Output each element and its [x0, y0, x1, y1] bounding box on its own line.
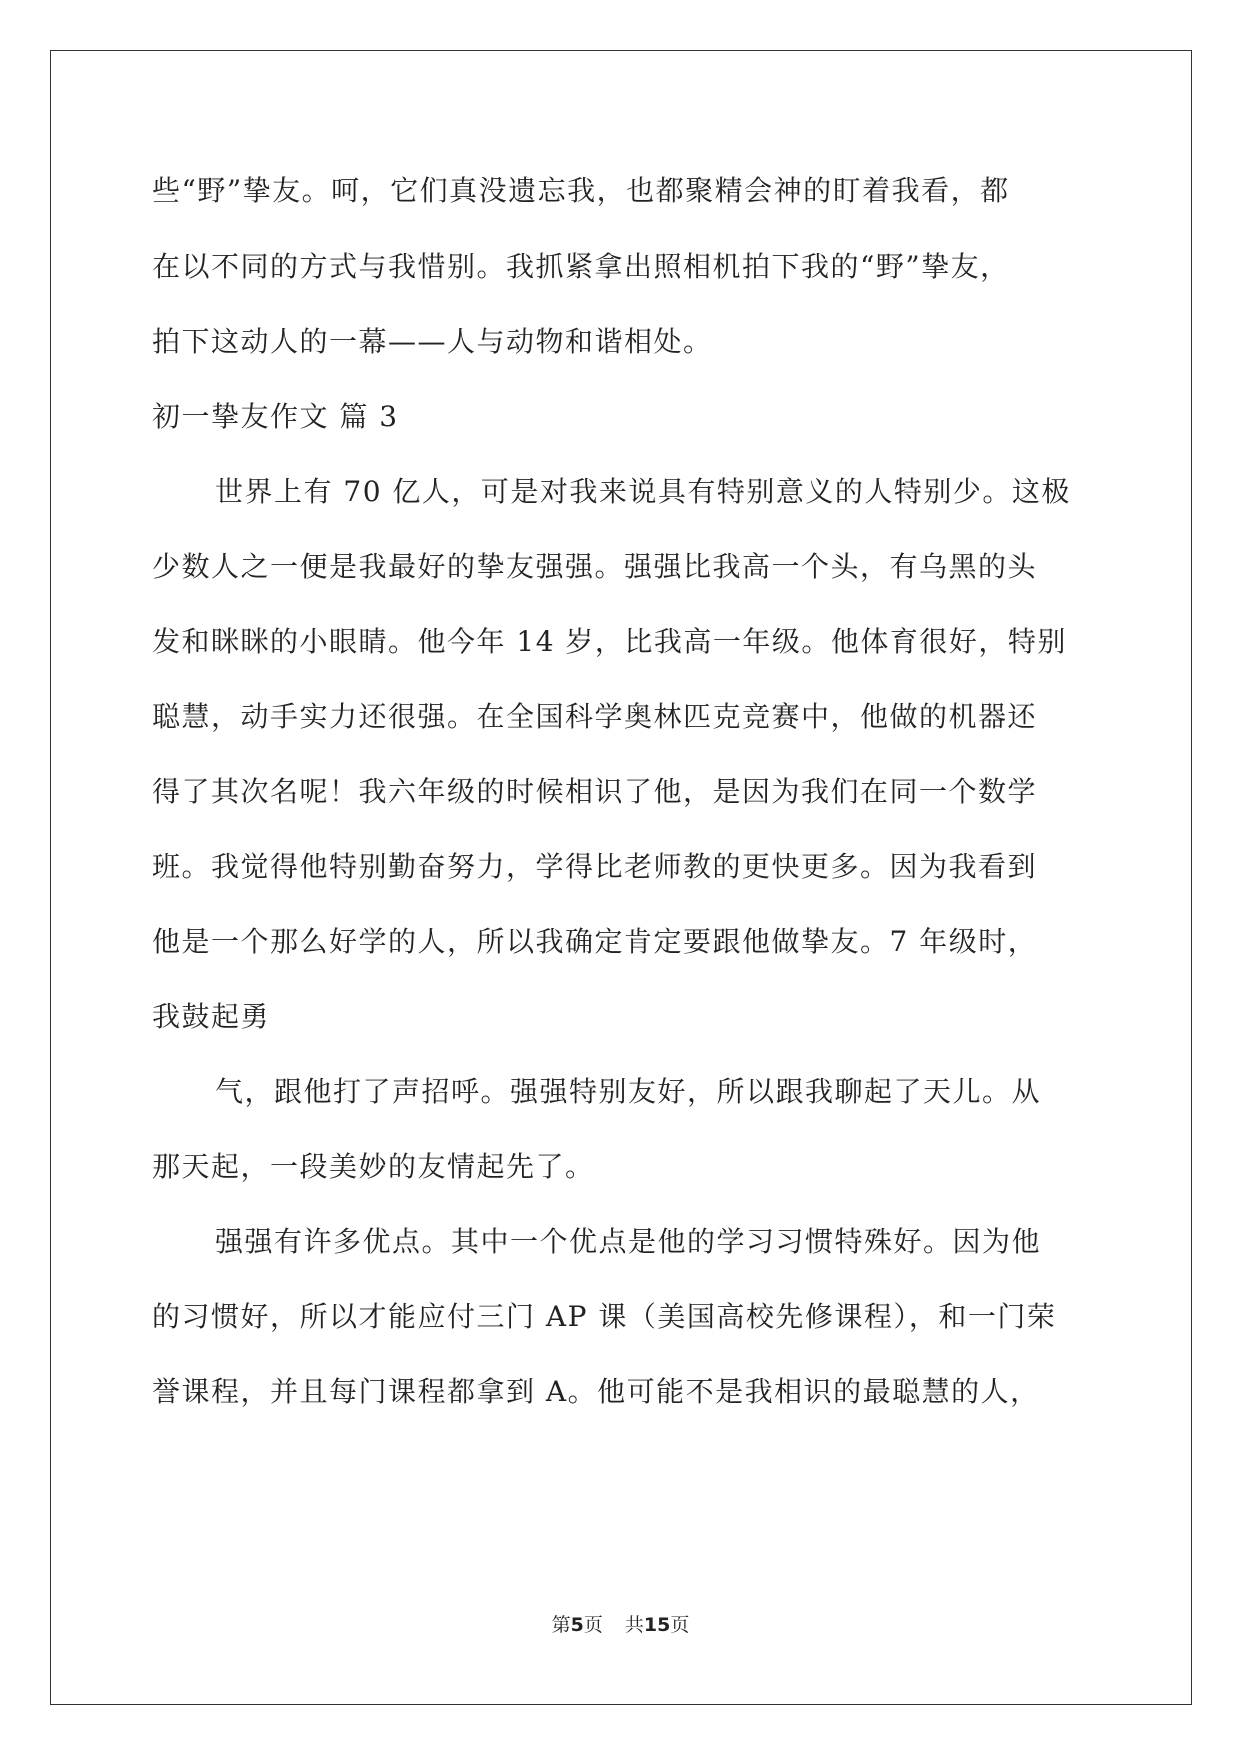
text-line: 气，跟他打了声招呼。强强特别友好，所以跟我聊起了天儿。从	[215, 1075, 1042, 1108]
section-heading: 初一挚友作文 篇 3	[152, 400, 399, 433]
text-line: 我鼓起勇	[152, 1000, 271, 1033]
text-line: 聪慧，动手实力还很强。在全国科学奥林匹克竞赛中，他做的机器还	[152, 700, 1038, 733]
total-suffix: 页	[670, 1614, 690, 1636]
page-current: 5	[570, 1614, 584, 1636]
text-line: 世界上有 70 亿人，可是对我来说具有特别意义的人特别少。这极	[215, 475, 1071, 508]
text-line: 誉课程，并且每门课程都拿到 A。他可能不是我相识的最聪慧的人，	[152, 1375, 1040, 1408]
text-line: 些“野”挚友。呵，它们真没遗忘我，也都聚精会神的盯着我看，都	[152, 174, 1010, 207]
page-prefix: 第	[551, 1614, 571, 1636]
text-line: 拍下这动人的一幕——人与动物和谐相处。	[152, 325, 713, 358]
text-line: 他是一个那么好学的人，所以我确定肯定要跟他做挚友。7 年级时，	[152, 925, 1038, 958]
text-line: 的习惯好，所以才能应付三门 AP 课（美国高校先修课程），和一门荣	[152, 1300, 1057, 1333]
page-total: 15	[643, 1614, 671, 1636]
total-prefix: 共	[624, 1614, 644, 1636]
page-suffix: 页	[583, 1614, 603, 1636]
page-footer	[0, 1612, 1241, 1638]
text-line: 在以不同的方式与我惜别。我抓紧拿出照相机拍下我的“野”挚友，	[152, 250, 1010, 283]
text-line: 那天起，一段美妙的友情起先了。	[152, 1150, 595, 1183]
text-line: 发和眯眯的小眼睛。他今年 14 岁，比我高一年级。他体育很好，特别	[152, 625, 1067, 658]
text-line: 得了其次名呢！我六年级的时候相识了他，是因为我们在同一个数学	[152, 775, 1038, 808]
text-line: 班。我觉得他特别勤奋努力，学得比老师教的更快更多。因为我看到	[152, 850, 1038, 883]
text-line: 强强有许多优点。其中一个优点是他的学习习惯特殊好。因为他	[215, 1225, 1042, 1258]
text-line: 少数人之一便是我最好的挚友强强。强强比我高一个头，有乌黑的头	[152, 550, 1038, 583]
